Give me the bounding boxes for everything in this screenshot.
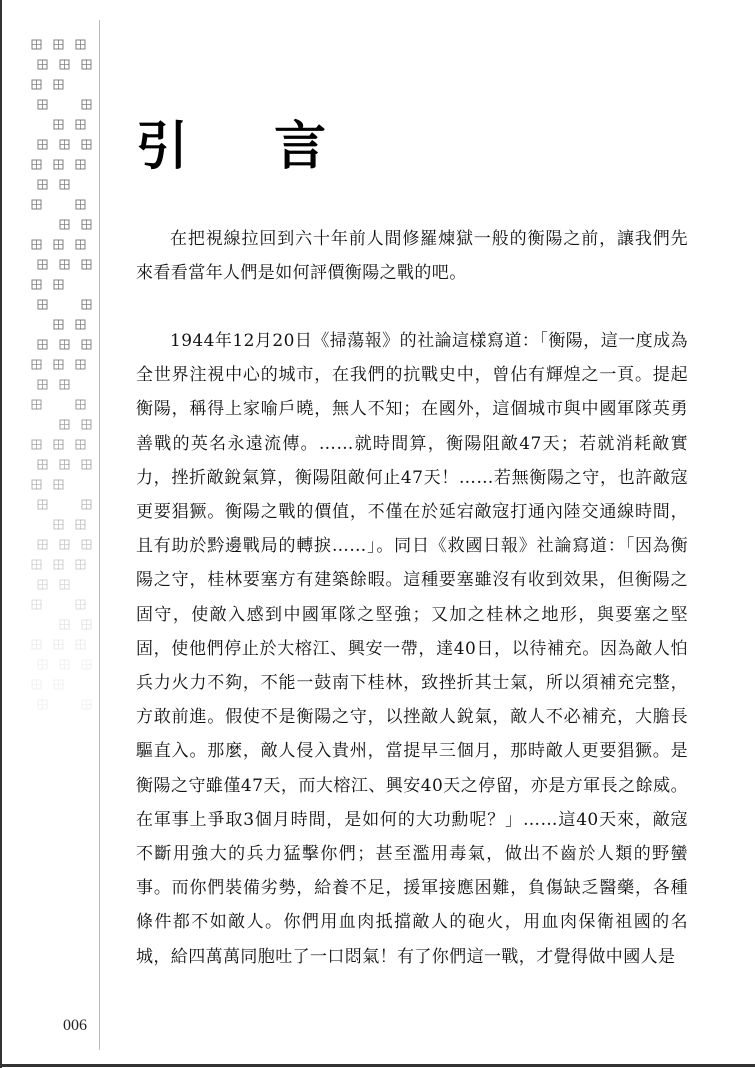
page-title: 引 言 xyxy=(136,117,361,177)
margin-rule xyxy=(99,20,100,1050)
paragraph-intro: 在把視線拉回到六十年前人間修羅煉獄一般的衡陽之前，讓我們先來看看當年人們是如何評價衡陽之戰的吧。 xyxy=(136,229,688,284)
page-border-bottom xyxy=(0,1064,755,1067)
page-number: 006 xyxy=(63,1017,87,1034)
page-border xyxy=(0,0,2,1068)
paragraph-body: 1944年12月20日《掃蕩報》的社論這樣寫道：「衡陽，這一度成為全世界注視中心的城市，在我們的抗戰史中，曾佔有輝煌之一頁。提起衡陽，稱得上家喻戶曉，無人不知；在國外，這個城市與中國軍隊英勇善戰的英名永遠流傳。……就時間算，衡陽阻敵47天；若就消耗敵實力，挫折敵銳氣算，衡陽阻敵何止47天！……若無衡陽之守，也許敵寇更要猖獗。衡陽之戰的價值，不僅在於延宕敵寇打通內陸交通線時間，且有助於黔邊戰局的轉捩……」。同日《救國日報》社論寫道：「因為衡陽之守，桂林要塞方有建築餘暇。這種要塞雖沒有收到效果，但衡陽之固守，使敵入感到中國軍隊之堅強；又加之桂林之地形，與要塞之堅固，使他們停止於大榕江、興安一帶，達40日，以待補充。因為敵人怕兵力火力不夠，不能一鼓南下桂林，致挫折其士氣，所以須補充完整，方敢前進。假使不是衡陽之守，以挫敵人銳氣，敵人不必補充，大膽長驅直入。那麼，敵人侵入貴州，當提早三個月，那時敵人更要猖獗。是衡陽之守雖僅47天，而大榕江、興安40天之停留，亦是方軍長之餘威。在軍事上爭取3個月時間，是如何的大功勳呢？」……這40天來，敵寇不斷用強大的兵力猛擊你們；甚至濫用毒氣，做出不齒於人類的野蠻事。而你們裝備劣勢，給養不足，援軍接應困難，負傷缺乏醫藥，各種條件都不如敵人。你們用血肉抵擋敵人的砲火，用血肉保衛祖國的名城，給四萬萬同胞吐了一口悶氣！有了你們這一戰，才覺得做中國人是 xyxy=(136,331,688,967)
decorative-pattern xyxy=(28,30,98,730)
